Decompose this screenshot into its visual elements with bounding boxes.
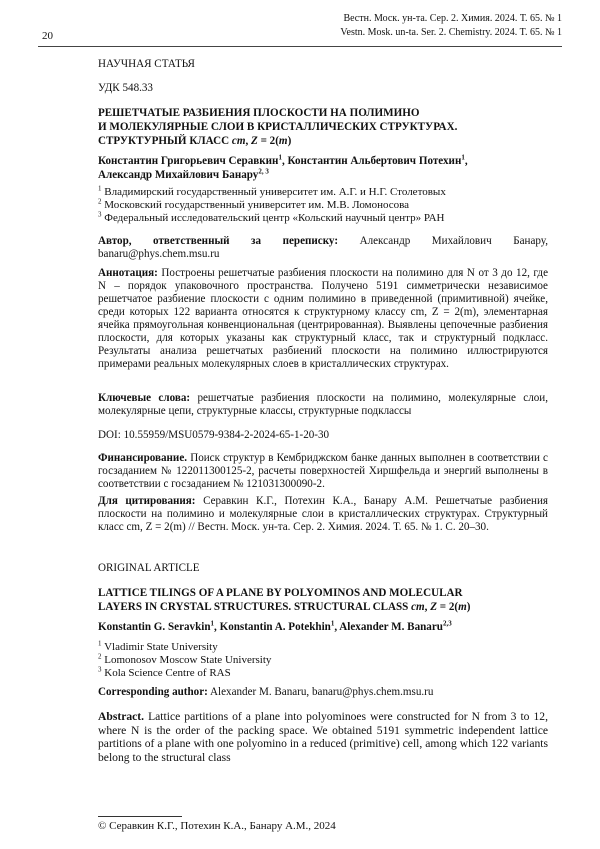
funding-ru: Финансирование. Поиск структур в Кембриджском банке данных выполнен в соответствии с госзаданием № 122011300125-2, расчеты поверхностей Хиршфельда и энергий выполнены в соответствии с госзаданием № 121031300090-2. (98, 452, 548, 490)
author-en: Konstantin G. Seravkin (98, 621, 211, 633)
title-ru-line3: СТРУКТУРНЫЙ КЛАСС cm, Z = 2(m) (98, 135, 292, 147)
affiliation: $^1$ Владимирский государственный университет им. А.Г. и Н.Г. Столетовых (98, 184, 446, 198)
article-type-en: ORIGINAL ARTICLE (98, 562, 200, 574)
title-ru-line1: РЕШЕТЧАТЫЕ РАЗБИЕНИЯ ПЛОСКОСТИ НА ПОЛИМИНО (98, 107, 420, 119)
abstract-en: Abstract. Lattice partitions of a plane into polyominoes were constructed for N from 3 to 12, where N is the order of the packing space. We obtained 5191 symmetric independent lattice partitions of a plane with one polyomino in a reduced (primitive) cell, among which 122 variants belong to the structural class (98, 710, 548, 764)
title-en (98, 586, 548, 614)
title-ru-line2: И МОЛЕКУЛЯРНЫЕ СЛОИ В КРИСТАЛЛИЧЕСКИХ СТРУКТУРАХ. (98, 121, 458, 133)
footnote-rule (98, 816, 182, 817)
affiliation: $^3$ Kola Science Centre of RAS (98, 665, 231, 679)
copyright-footnote: © Серавкин К.Г., Потехин К.А., Банару А.М., 2024 (98, 820, 336, 832)
author-en: Konstantin A. Potekhin (219, 621, 331, 633)
journal-header (340, 12, 562, 40)
affiliation: $^1$ Vladimir State University (98, 639, 218, 653)
journal-header-ru: Вестн. Моск. ун-та. Сер. 2. Химия. 2024. Т. 65. № 1 (343, 13, 562, 24)
affiliations-en (98, 641, 548, 680)
affiliation: $^3$ Федеральный исследовательский центр «Кольский научный центр» РАН (98, 210, 445, 224)
author-en: Alexander M. Banaru (339, 621, 443, 633)
citation-ru: Для цитирования: Серавкин К.Г., Потехин К.А., Банару А.М. Решетчатые разбиения плоскости на полимино и молекулярные слои в кристаллических структурах. Структурный класс cm, Z = 2(m) // Вестн. Моск. ун-та. Сер. 2. Химия. 2024. Т. 65. № 1. С. 20–30. (98, 495, 548, 533)
title-ru (98, 106, 548, 148)
doi: DOI: 10.55959/MSU0579-9384-2-2024-65-1-20-30 (98, 429, 330, 441)
keywords-ru: Ключевые слова: решетчатые разбиения плоскости на полимино, молекулярные слои, молекулярные цепи, структурные классы, структурные подклассы (98, 392, 548, 417)
header-rule (38, 46, 562, 47)
authors-en: Konstantin G. Seravkin$^1$, Konstantin A. Potekhin$^1$, Alexander M. Banaru$^{2,3}$ (98, 619, 452, 633)
abstract-ru: Аннотация: Построены решетчатые разбиения плоскости на полимино для N от 3 до 12, где N – порядок упаковочного пространства. Получено 5191 симметрически независимое решетчатое разбиение плоскости с одним полимино в приведенной (примитивной) ячейке, среди которых 122 варианта относятся к структурному классу cm, Z = 2(m), элементарная ячейка прямоугольная конвенциональная (центрированная). Выявлены цепочечные разбиения плоскости, для которых указаны как структурный класс, так и структурный подкласс. Результаты анализа решетчатых разбиений плоскости на полимино иллюстрируются примерами реальных молекулярных слоев в кристаллических структурах. (98, 267, 548, 370)
title-en-line2: LAYERS IN CRYSTAL STRUCTURES. STRUCTURAL CLASS cm, Z = 2(m) (98, 601, 471, 613)
title-en-line1: LATTICE TILINGS OF A PLANE BY POLYOMINOS AND MOLECULAR (98, 587, 463, 599)
corresponding-en: Corresponding author: Alexander M. Banaru, banaru@phys.chem.msu.ru (98, 686, 434, 698)
article-type-ru: НАУЧНАЯ СТАТЬЯ (98, 58, 195, 70)
authors-ru: Константин Григорьевич Серавкин$^1$, Константин Альбертович Потехин$^1$, Александр Михайлович Банару$^{2, 3}$ (98, 153, 468, 181)
author-ru: Александр Михайлович Банару (98, 169, 259, 181)
affiliation: $^2$ Московский государственный университет им. М.В. Ломоносова (98, 197, 410, 211)
page-number: 20 (42, 30, 53, 42)
author-ru: Константин Григорьевич Серавкин (98, 155, 279, 167)
affiliation: $^2$ Lomonosov Moscow State University (98, 652, 272, 666)
udc: УДК 548.33 (98, 82, 153, 94)
journal-header-en: Vestn. Mosk. un-ta. Ser. 2. Chemistry. 2024. T. 65. № 1 (340, 27, 562, 38)
affiliations-ru (98, 186, 548, 225)
corresponding-ru: Автор, ответственный за переписку: Александр Михайлович Банару, banaru@phys.chem.msu.ru (98, 235, 548, 260)
author-ru: Константин Альбертович Потехин (287, 155, 462, 167)
